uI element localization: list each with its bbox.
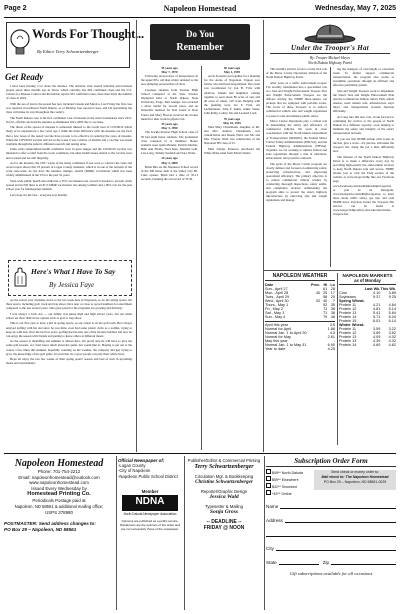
have-say-banner [8, 260, 132, 296]
mailing-box [314, 470, 396, 490]
name-field[interactable] [280, 502, 396, 509]
market-this: 6.14 [388, 319, 396, 323]
market-name: Protein 12 [339, 331, 357, 335]
have-say-paragraph: As the season is dwindling and summer is almost here, I'm pretty sure he will have to give me some golf lessons, as I don't know much about the game, but would like to. Hoping to get out to the course a few times this summer, hopefully counting on the weather, the company and just trying to grow my knowledge of the golf game. It's neat that it's a sport people can play their whole lives. [6, 339, 132, 356]
official-item: -Napoleon Public School District [118, 473, 178, 479]
trooper-column-2 [331, 67, 396, 267]
review-date: May 7, 1970 [161, 70, 178, 75]
review-date: May 1, 1995 [223, 70, 241, 75]
price-label: *43** Online [272, 492, 292, 496]
column-rule [264, 456, 265, 610]
official-box [118, 458, 182, 608]
market-subtitle: as of Monday [339, 278, 396, 285]
weather-lo: 20 [330, 295, 335, 299]
weather-summary-label: Normal for April [265, 327, 292, 331]
weather-hi: 61 [323, 287, 328, 291]
review-date: May 3, 2000 [161, 160, 178, 165]
weather-date: Mon., April 28 [265, 291, 289, 295]
ndna-subtitle: North Dakota Newspaper Association [123, 512, 177, 517]
price-label: $59** Elsewhere [272, 478, 299, 482]
words-paragraph: The North Dakota case is the first confirmed case of measles in the state's boundaries since 2011. In fact, officials declared the measles as eliminated since 2000 due to vaccines. [6, 115, 132, 124]
masthead-website: www.napoleonhomestead.com [29, 480, 89, 486]
market-last: 4.69 [372, 343, 381, 347]
market-this: 3.89 [388, 291, 396, 295]
subscription-fields [266, 495, 396, 565]
weather-col-hi: Hi [323, 283, 328, 287]
ndna-logo-text: NDNA [135, 496, 165, 508]
have-say-column [4, 298, 134, 450]
market-name: Protein 15 [339, 319, 357, 323]
market-this: 9.25 [388, 295, 396, 299]
words-paragraph: State-wide public health data indicates a 95% vaccination rate overall is needed to prevent wider spread and in ND there is an 81% MMR vaccination rate among toddlers and a 90% rate for the past school year for kindergarten students. [6, 178, 132, 192]
state-field-label: State [266, 560, 277, 565]
words-paragraph: Let's hope for the best - everyone stay healthy. [10, 192, 68, 197]
market-last: 3.69 [372, 331, 381, 335]
trooper-paragraph: After years as a traffic enforcement trooper, I've recently transitioned into a specialized role as a Size and Weight Enforcement Trooper. Size and Weight Enforcement Troopers are the officers driving the NDHP three-quarter ton pickups that are equipped with portable scales. The focus of these Troopers is to enforce commercial vehicle size and weight regulations to protect roads and enhance public safety. [266, 80, 327, 118]
weather-prec [305, 315, 320, 319]
state-zip-row[interactable] [266, 551, 396, 565]
trooper-column-1 [264, 67, 329, 267]
market-this: 3.52 [388, 331, 396, 335]
market-last: 9.37 [372, 295, 381, 299]
weather-hi: 71 [323, 307, 328, 311]
market-last: 5.41 [372, 311, 381, 315]
trooper-paragraph: ing the transport of overweight or oversized loads. To further support commercial transportation, the program also works to streamline operations through an efficient and effective permitting system. [333, 67, 394, 88]
trooper-paragraph: As I step into this new role, I look forward to continuing my service to the people of North Dakota in a different capacity—now helping to maintain the safety and integrity of the state's transportation network. [333, 115, 394, 136]
review-date: May 3, 1990 [161, 126, 178, 131]
review-heading: 55 years ago [161, 66, 178, 70]
weather-date: Wed., April 30 [265, 299, 289, 303]
weather-col-prec: Prec. [311, 283, 321, 287]
lightbulb-icon [9, 25, 31, 63]
staff-name: Jessica Wald [209, 494, 239, 500]
market-name: Protein 13 [339, 335, 357, 339]
market-table [339, 287, 396, 347]
column-rule [136, 20, 137, 452]
gift-note: Gift subscriptions available for all occasions [289, 571, 373, 576]
staff-role: Reporter/Graphic Design [200, 489, 248, 494]
market-name: Winter Wheat- [339, 323, 365, 327]
masthead-publisher: Homestead Printing Co. [27, 491, 91, 498]
address-field[interactable] [285, 516, 396, 523]
masthead-name: Napoleon Homestead [14, 458, 104, 469]
market-box [339, 273, 396, 445]
review-text: Fourteen students from Streeter High School competed at the State Science Olympiad held at North Dakota State University, Fargo. Dan Gienger was awarded a silver medal for second place, and an honorable mention for Dan Grenz at State Fraser and Mary Hoover received the bronze medal for their work in physics lab. [141, 87, 198, 121]
weather-summary [265, 323, 335, 351]
address-field-row-2[interactable] [266, 523, 396, 537]
weather-hi: 71 [323, 311, 328, 315]
official-item: -City of Napoleon [118, 468, 151, 474]
weather-summary-value: 1.86 [327, 327, 335, 331]
market-last: 4.39 [372, 339, 381, 343]
address-field-2[interactable] [266, 530, 396, 537]
trooper-byline-org: North Dakota Highway Patrol [308, 60, 352, 65]
trooper-paragraph: Size and Weight Troopers work to implement the State's Size and Weight Enforcement Plan and the Commercial Vehicle Safety Plan, which ensures roads remain safe, infrastructure stays intact, and transportation systems function efficiently. [333, 88, 394, 114]
weather-summary-label: Normal for May [265, 335, 291, 339]
weather-summary-value: 2.61 [327, 335, 335, 339]
trooper-paragraph: This month's article's focus is on the vital role of the Motor Carrier Operations division of the North Dakota Highway Patrol. [266, 67, 327, 80]
masthead-phone: Phone: 701-754-2212 [37, 469, 81, 474]
market-name: Protein 13 [339, 339, 357, 343]
review-heading: 25 years ago [161, 156, 178, 161]
official-item: -Logan County [118, 463, 146, 468]
words-paragraph: I have been hearing a lot about the measles. The airborne virus started infecting unvaccinated people about three months ago in Texas, which currently has 663 confirmed cases and the U.S. Centers for Disease Control and Prevention reports 935 confirmed cases, more than triple the number of cases in 2024. [6, 84, 132, 101]
weather-date: Sat., May 3 [265, 311, 285, 315]
review-text: Brian Bux set the Napoleon School record in the 300 meter dash at the Valley City Hi-Liner opener. Brian had a time of 35.13 seconds, breaking the old record of 35.30. [141, 164, 198, 181]
have-say-byline: By Jessica Faye [49, 281, 95, 289]
market-last: 3.59 [372, 327, 381, 331]
market-last: 4.10 [372, 291, 381, 295]
weather-hi: 79 [323, 315, 328, 319]
review-text: Miss Mary Christmann, daughter of Mr. and Mrs. Andrew Christmann, was valedictorian and Duane Wald, son Mr. and Mrs. Francis Wald was salutatorian of the Napoleon HS class of 55. [204, 124, 260, 146]
weather-prec: .40 [315, 291, 321, 295]
weather-col-lo: Lo [330, 283, 335, 287]
market-last: 4.81 [372, 307, 381, 311]
trooper-paragraph: Motor Carrier Operations play a critical role in maintaining the safety and efficiency of commercial vehicles. We work in close coordination with the North Dakota Department of Transportation (NDDOT), the Federal Motor Carrier Safety Administration (FMCSA), and the Federal Highway Administration (FHWA). Together, we are working to uphold federal and state regulations through a mix of education, enforcement, and proactive outreach. [266, 119, 327, 160]
review-text: Following several days of inexperience in the upper 80's, old man winter returned to the area dumping seven inches of snow. [141, 74, 198, 87]
trooper-paragraph: The mission of the North Dakota Highway Patrol is to make a difference every day by providing high-quality law enforcement services to keep North Dakota safe and secure. NDHP invites you to visit the FAQ section of the website at www.nd.gov/ndhp like our Facebook page www.facebook.com/northdakotahighwaypatrol or join us on Instagram, www.instagram.com/ndhighwaypatrol, to learn more about traffic safety, get tips, and read NDHP news. Previous Under the Troopers Hat articles can be found at www.nd.gov/ndhp/safety-and-education/under-troopers-hat. [333, 154, 394, 217]
section-rule [263, 270, 396, 271]
market-name: Protein 14 [339, 315, 357, 319]
weather-summary-value: - [333, 339, 335, 343]
price-option[interactable] [266, 469, 312, 476]
review-column-2 [202, 66, 262, 450]
member-label: Member [141, 489, 159, 495]
price-label: $42** Snowbird [272, 485, 297, 489]
postmaster-line1: POSTMASTER: Send address changes to: [4, 521, 96, 527]
subscription-form[interactable] [266, 457, 396, 610]
price-option[interactable] [266, 483, 312, 490]
price-option[interactable] [266, 476, 312, 483]
words-paragraph: As for the measles, the CDC warns of the many conditions if one were to contract the virus and recent report shows that 18 percent of Logan County residents, which is in one of the bottoms of the scale state-wide, do not have the measles, mumps, rubella (MMR) vaccination which has been widely administered in the US for the past 52 years. [6, 161, 132, 178]
footer-rule [4, 453, 396, 454]
checkbox-icon[interactable] [266, 476, 271, 481]
price-label: $49** North Dakota [272, 471, 303, 475]
trooper-paragraph: The goals of the Motor Carrier program are clearly defined and focused on enhancing safety, preserving infrastructure, and improving operational efficiency. The primary objective is to reduce commercial vehicle crashes by conducting thorough inspections, safety audits, and compliance reviews. Additionally, the program aims to protect the state's highway infrastructure by enforcing size and weight regulations and manag- [266, 161, 327, 203]
have-say-paragraph: This is our first year to have a kid in spring sports, as our oldest is on the golf team. He's always enjoyed golfing with his dad since he was little; even had some plastic clubs as a toddler, trying to keep up with dad. Over the last few years, golfing has become one of his favorite hobbies and now he can enjoy the season with friends and getting to know others at different meets. [6, 321, 132, 338]
weather-summary-label: Normal Jan. 1 to May 31 [265, 343, 307, 347]
mailing-line: Mail check to: The Napoleon Homestead [321, 474, 389, 479]
address-field-label: Address [266, 518, 283, 523]
words-paragraph: With the sea of travel, the spread has now included Canada and Mexico. Last Friday the first case was reported in northwest North Dakota, as of Monday four reported cases, and I'm speculating the virus will make its way throughout the country. [6, 101, 132, 115]
weather-date: Sun., May 4 [265, 315, 286, 319]
ndna-logo [122, 495, 178, 511]
weather-summary-row [265, 347, 335, 351]
weather-lo: 28 [330, 287, 335, 291]
review-text: Arvis Forrester put together for a planting for the Arena of Napoleon. Tappen area farmer who had been hospitalized. The event was coordinated by Jon B. Fritz with relatives, friends and neighbors coming together to seed about 80 acres of oats and 40 acres of wheat. 120 acres. Helping with the planting were Joe F. Fritz, Art Lachenmeier, John F. Kuhn, Adine Vetter, John Pettig, LeRoy Job and Leonard Loeb. [204, 74, 260, 116]
review-text: Miss Gladys Peterson purchased the White Maid stand from Edwin Wentz. [204, 146, 260, 155]
weather-summary-value: 6.90 [327, 343, 335, 347]
weather-hi: 25 [323, 291, 328, 295]
review-title-line1: Do You [186, 29, 214, 39]
weather-summary-label: Normal Jan. 1 to April 30 [265, 331, 307, 335]
paper-name: Napoleon Homestead [163, 4, 237, 13]
market-this: 3.22 [388, 327, 396, 331]
have-say-paragraph: As the school year dwindles down to the last week here in Napoleon, so do the spring sports. All three sports, including golf, track and trap shoot, have near or close to record numbers for enrollment compared to the last several years. One great point for the programs are growing and thriving! [6, 298, 132, 311]
zip-field-label: Zip [322, 560, 330, 565]
weather-lo: 17 [330, 291, 335, 295]
name-field-label: Name [266, 504, 279, 509]
masthead-issued: Issued Every Wednesday by [31, 485, 87, 491]
column-rule [184, 456, 185, 610]
weather-table [265, 283, 335, 319]
trooper-banner [266, 22, 394, 66]
market-last: 6.01 [372, 319, 381, 323]
market-this: 5.14 [388, 307, 396, 311]
weather-row [265, 315, 335, 319]
header-rule [4, 17, 396, 18]
have-say-paragraph: Hope all enjoy the last few weeks of their spring sports' season and best of luck in upcoming meets and tournaments! [6, 357, 132, 366]
words-paragraph: Folks with compromised health conditions were in great danger and the COVID19 vaccine was intended to offer a relief from the worst conditions, but other health issues related to the vaccine were never tested and are still lingering. [6, 147, 132, 160]
weather-lo: 7 [332, 299, 335, 303]
page-number: Page 2 [4, 5, 27, 12]
review-date: May 10, 1955 [223, 120, 241, 125]
issue-date: Wednesday, May 7, 2025 [314, 5, 396, 12]
column-rule [116, 456, 117, 610]
weather-summary-label: Year to date [265, 347, 286, 351]
weather-hi: 58 [323, 295, 328, 299]
words-column [4, 84, 134, 256]
weather-box [265, 273, 335, 445]
mailing-line: Send check or money order to: [331, 470, 379, 474]
review-heading: 35 years ago [161, 122, 178, 127]
disclaimer-text: Opinions are published as a public service. Disclaimers are the opinions of the writer and are not necessarily those of the newspaper. [119, 519, 181, 531]
weather-lo: 38 [330, 307, 335, 311]
trooper-title: Under the Trooper's Hat [290, 44, 369, 52]
market-this: 5.64 [388, 311, 396, 315]
name-field-row[interactable] [266, 495, 396, 509]
staff-box [186, 458, 262, 608]
market-col-last: Last Wk. [364, 287, 381, 291]
staff-name: Christine Schwartzenberger [195, 480, 253, 485]
market-name: Soybeans [339, 295, 356, 299]
weather-hi: 52 [323, 303, 328, 307]
review-title-line2: Remember [176, 42, 224, 53]
market-last: 4.09 [372, 335, 381, 339]
weather-lo: 35 [330, 303, 335, 307]
deadline-time: FRIDAY @ NOON [203, 525, 245, 531]
weather-summary-label: May this year [265, 339, 288, 343]
weather-col-date: Date [265, 283, 274, 287]
mailing-line: PO Box 29 – Napoleon, ND 58561-0029 [323, 479, 387, 484]
weather-date: Thurs., May 1 [265, 303, 289, 307]
market-title: NAPOLEON MARKETS [342, 273, 393, 278]
official-title: Official Newspaper of: [118, 458, 165, 463]
staff-name: Sonja Gross [209, 509, 239, 515]
market-name: Protein 11 [339, 303, 357, 307]
weather-title: NAPOLEON WEATHER [265, 273, 335, 281]
weather-hi: 40 [323, 299, 328, 303]
words-paragraph: The threat of the spread of measles is somewhat likened to the recent bout of COVID19 which many of us experienced a few years ago. I think the main difference with the measles are the facts that a few doses of the tested vaccine have proven to be effective in reducing the cases of measles. When the COVID19 vaccine arrived on the scene it was a matter of months and a vaccine was made available through the nation's different research and testing done. [6, 125, 132, 146]
zip-field[interactable] [331, 558, 396, 565]
market-last: 4.21 [372, 303, 381, 307]
weather-lo: 38 [330, 311, 335, 315]
market-name: Corn [339, 291, 348, 295]
subscription-prices [266, 469, 312, 497]
trooper-title-rule [270, 53, 390, 54]
weather-summary-value: 3.5 [329, 323, 335, 327]
review-column-1 [139, 66, 200, 450]
review-text: The Gackle-Streeter High School class of 95 had eight honor students. The graduation class consisted of 11 members. Honor students were Audra Bender, Patricia Ducher, Beth Ann Erbele, Nora Klee, Danielle Lehr, Lisa Long, Tammy Seefeldt and Sara Weisz. [141, 130, 198, 155]
staff-name: Terry Schwartzenberger [194, 464, 254, 470]
weather-prec: .02 [315, 299, 321, 303]
masthead-email: Email: napoleonhomestead@outlook.com [18, 474, 100, 480]
postmaster-line2: PO Box 29 – Napoleon, ND 58561 [4, 527, 77, 533]
review-heading: 30 years ago [223, 66, 241, 70]
staff-role: Circulation Mgr. & Bookkeeping [194, 474, 254, 479]
market-this: 4.64 [388, 303, 396, 307]
words-heading: Get Ready [5, 72, 44, 82]
subscription-title: Subscription Order Form [266, 457, 396, 467]
words-title: Words For Thought... [32, 27, 144, 41]
weather-date: Fri., May 2 [265, 307, 283, 311]
staff-role: Typesetter & Mailing [205, 504, 243, 509]
market-this: 4.62 [388, 343, 396, 347]
city-field-label: City [266, 546, 274, 551]
market-col-this: This Wk. [380, 287, 396, 291]
trooper-byline: By: Trooper Michael Hayes [310, 56, 350, 60]
masthead-usps: USPS 378980 [45, 509, 73, 515]
words-banner [6, 22, 144, 68]
city-field-row[interactable] [266, 537, 396, 551]
column-rule [337, 273, 338, 445]
staff-role: Publisher/Editor & Commercial Printing [187, 458, 261, 463]
market-this: 6.04 [388, 315, 396, 319]
weather-summary-value: 4.25 [327, 347, 335, 351]
market-name: Spring Wheat- [339, 299, 365, 303]
market-row [339, 343, 396, 347]
address-field-row[interactable] [266, 509, 396, 523]
review-banner [150, 24, 250, 60]
market-name: Protein 12 [339, 307, 357, 311]
page-header [4, 4, 396, 16]
weather-summary-value: 4.3 [329, 331, 335, 335]
city-field[interactable] [276, 544, 396, 551]
masthead-mailing: Napoleon, ND 58561 & additional mailing office; [14, 503, 104, 509]
deadline-label: -- DEADLINE -- [206, 519, 242, 525]
weather-summary-rule [265, 321, 335, 322]
hands-icon [12, 266, 30, 288]
have-say-paragraph: I was always a track star — our family was junior high and high school years, but our small school set most didn't have options such as golf or trap shoot. [6, 311, 132, 320]
trooper-paragraph: If you see that NDHP pickup with scales in the bed, give a wave—it's just me, still under the trooper's hat, doing the job a little differently now. [333, 137, 394, 154]
market-this: 4.32 [388, 339, 396, 343]
have-say-title: Here's What I Have To Say [31, 267, 116, 276]
market-this: 4.02 [388, 335, 396, 339]
market-name: Protein 14 [339, 343, 357, 347]
trooper-hat-icon [304, 22, 356, 44]
review-heading: 70 years ago [223, 116, 241, 121]
weather-date: Sun., April 27 [265, 287, 288, 291]
market-name: Protein 13 [339, 311, 357, 315]
masthead-postage: Periodicals Postage paid at [32, 498, 86, 504]
weather-date: Tues., April 29 [265, 295, 290, 299]
checkbox-icon[interactable] [266, 483, 271, 488]
weather-lo: 46 [330, 315, 335, 319]
words-byline: By Editor Terry Schwartzenberger [37, 49, 99, 54]
market-name: Protein 11 [339, 327, 357, 331]
masthead-box [4, 456, 114, 610]
market-last: 5.71 [372, 315, 381, 319]
weather-summary-label: April this year [265, 323, 289, 327]
state-field[interactable] [279, 558, 319, 565]
checkbox-icon[interactable] [266, 469, 271, 474]
